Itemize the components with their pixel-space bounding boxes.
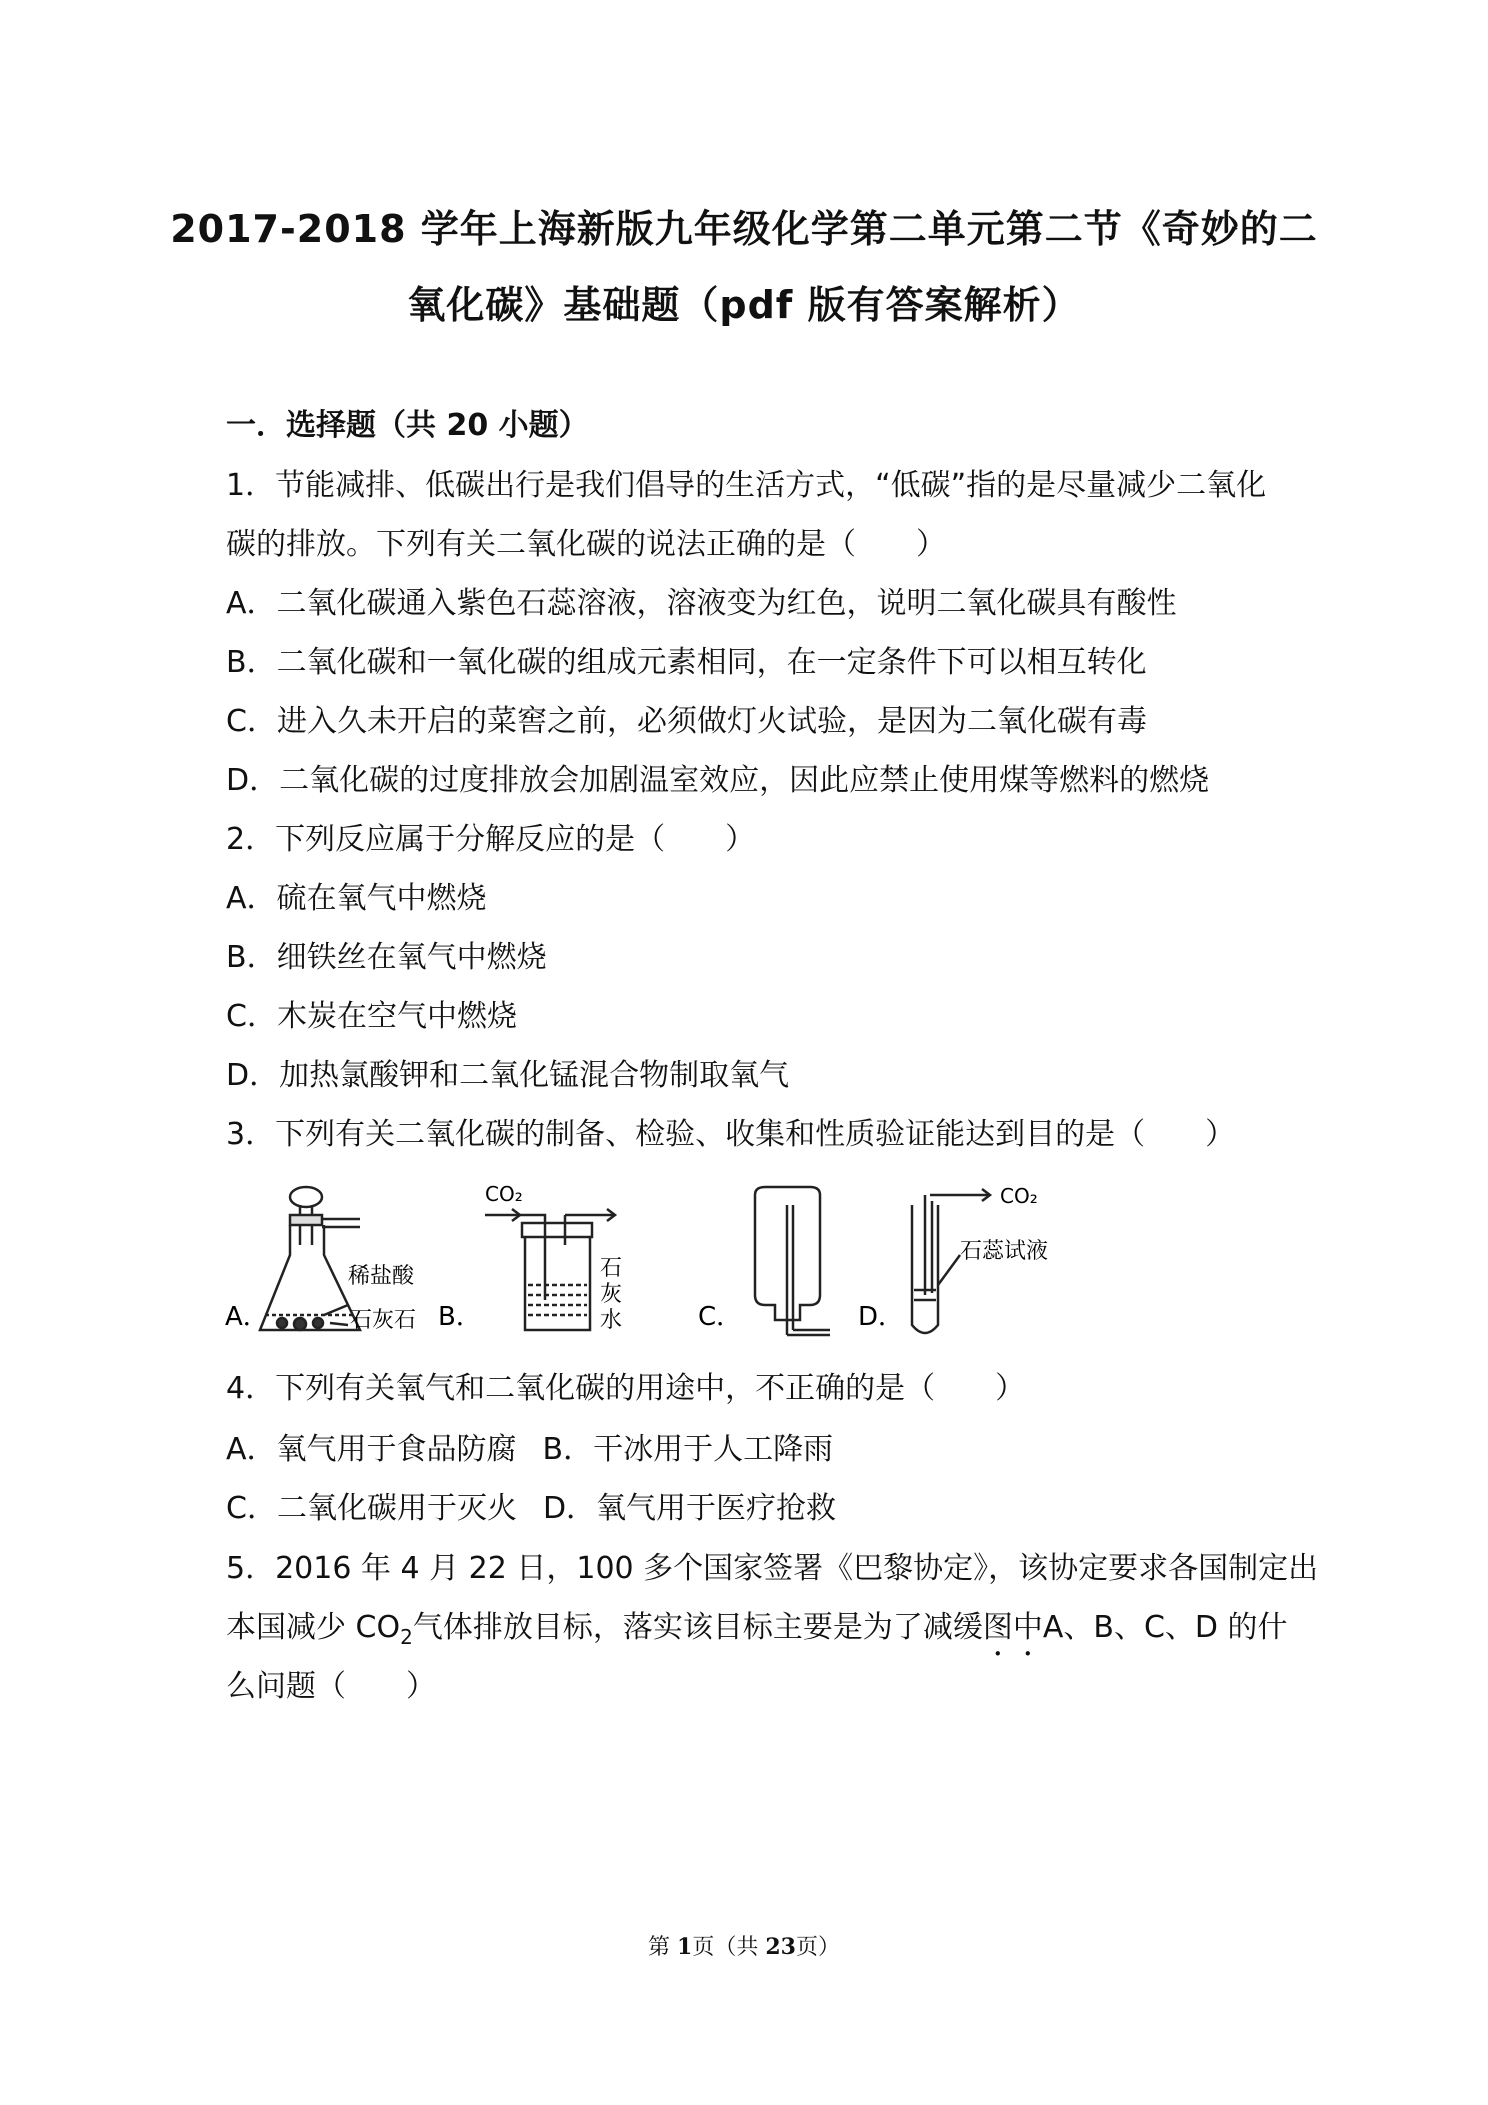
document-title-line1: 2017-2018 学年上海新版九年级化学第二单元第二节《奇妙的二 [170,207,1318,251]
flask-apparatus-a [260,1187,360,1330]
q3-label-limestone: 石灰石 [350,1308,417,1333]
inverted-bottle-apparatus-c [755,1187,830,1335]
q3-label-co2-in: CO₂ [485,1182,523,1206]
q3-label-b: B． [438,1302,482,1332]
q4-option-d: D．氧气用于医疗抢救 [542,1491,837,1526]
q5-stem-line2 [226,1608,1288,1663]
q4-option-a: A．氧气用于食品防腐 [226,1432,517,1467]
q5-stem-line2-pre: 本国减少 CO [226,1610,401,1645]
q5-co2-subscript: 2 [400,1625,413,1649]
q3-label-co2-d: CO₂ [1000,1184,1038,1208]
q5-stem-line2-mid: 气体排放目标，落实该目标主要是为了减缓 [412,1610,983,1645]
q3-stem: 3．下列有关二氧化碳的制备、检验、收集和性质验证能达到目的是（ ） [226,1117,1236,1152]
q3-label-limewater-3: 水 [600,1308,623,1333]
q2-stem: 2．下列反应属于分解反应的是（ ） [226,822,756,857]
q4-option-c: C．二氧化碳用于灭火 [226,1491,517,1526]
gas-bottle-apparatus-b [485,1209,615,1330]
section-heading: 一．选择题（共 20 小题） [226,408,589,443]
footer-page-number: 1 [677,1934,693,1960]
q1-stem-line1: 1．节能减排、低碳出行是我们倡导的生活方式，“低碳”指的是尽量减少二氧化 [226,468,1267,503]
footer-total-pages: 23 [765,1934,796,1960]
q4-options-row1 [226,1430,833,1470]
q1-option-a: A．二氧化碳通入紫色石蕊溶液，溶液变为红色，说明二氧化碳具有酸性 [226,586,1177,621]
q2-option-d: D．加热氯酸钾和二氧化锰混合物制取氧气 [226,1058,790,1093]
footer-post: 页） [795,1935,840,1960]
q3-label-a: A． [225,1302,269,1332]
q3-label-litmus: 石蕊试液 [960,1239,1049,1264]
q1-option-d: D．二氧化碳的过度排放会加剧温室效应，因此应禁止使用煤等燃料的燃烧 [226,763,1210,798]
q3-label-c: C． [698,1302,743,1332]
q3-label-limewater-2: 灰 [600,1282,623,1307]
q5-stem-line1: 5．2016 年 4 月 22 日，100 多个国家签署《巴黎协定》，该协定要求各国制定出 [226,1551,1319,1586]
footer-pre: 第 [648,1935,678,1960]
q3-label-d: D． [858,1302,905,1332]
q3-apparatus-figure [220,1175,1120,1350]
document-title-line2: 氧化碳》基础题（pdf 版有答案解析） [407,283,1081,327]
q2-option-a: A．硫在氧气中燃烧 [226,881,487,916]
q2-option-c: C．木炭在空气中燃烧 [226,999,517,1034]
q5-stem-line2-post: A、B、C、D 的什 [1042,1610,1288,1645]
q4-option-b: B．干冰用于人工降雨 [542,1432,834,1467]
q2-option-b: B．细铁丝在氧气中燃烧 [226,940,547,975]
q4-options-row2 [226,1489,836,1529]
q1-stem-line2: 碳的排放。下列有关二氧化碳的说法正确的是（ ） [226,527,946,562]
q5-emphasis-dotted: 图中 [982,1610,1043,1645]
footer-mid: 页（共 [692,1935,766,1960]
q1-option-c: C．进入久未开启的菜窖之前，必须做灯火试验，是因为二氧化碳有毒 [226,704,1147,739]
q3-label-limewater-1: 石 [600,1256,623,1281]
q3-label-acid: 稀盐酸 [348,1264,415,1289]
q1-option-b: B．二氧化碳和一氧化碳的组成元素相同，在一定条件下可以相互转化 [226,645,1147,680]
page-footer [0,1930,1488,1961]
q4-stem: 4．下列有关氧气和二氧化碳的用途中，不正确的是（ ） [226,1371,1026,1406]
q5-stem-line3: 么问题（ ） [226,1669,436,1704]
